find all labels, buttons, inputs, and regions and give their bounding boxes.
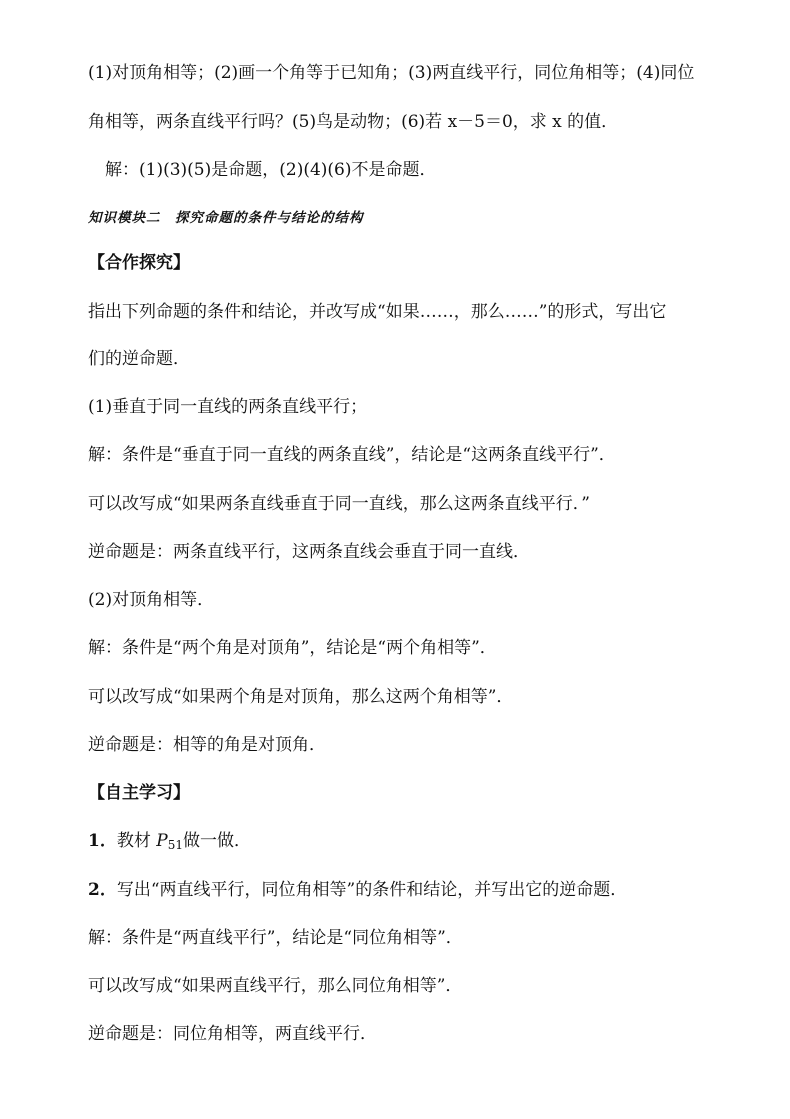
proposition-2: (2)对顶角相等． <box>88 590 215 610</box>
answer-line: 解：(1)(3)(5)是命题，(2)(4)(6)不是命题． <box>105 160 437 180</box>
problem-list-line-1: (1)对顶角相等；(2)画一个角等于已知角；(3)两直线平行，同位角相等；(4)同位 <box>88 63 695 83</box>
proposition-2-rewrite: 可以改写成“如果两个角是对顶角，那么这两个角相等”． <box>88 687 514 707</box>
exercise-1-number: 1． <box>88 831 117 851</box>
proposition-1-solution: 解：条件是“垂直于同一直线的两条直线”，结论是“这两条直线平行”． <box>88 445 616 465</box>
exercise-2-solution: 解：条件是“两直线平行”，结论是“同位角相等”． <box>88 928 463 948</box>
heading-self-study: 【自主学习】 <box>88 783 190 803</box>
exercise-2-text: 写出“两直线平行，同位角相等”的条件和结论，并写出它的逆命题． <box>116 880 628 900</box>
exercise-1-prefix: 教材 <box>116 831 151 851</box>
exercise-2-converse: 逆命题是：同位角相等，两直线平行． <box>88 1024 377 1044</box>
problem-list-line-2: 角相等，两条直线平行吗？(5)鸟是动物；(6)若 x－5＝0，求 x 的值． <box>88 112 619 132</box>
exercise-2-number: 2． <box>88 880 117 900</box>
exercise-2-rewrite: 可以改写成“如果两直线平行，那么同位角相等”． <box>88 976 463 996</box>
heading-cooperative-explore: 【合作探究】 <box>88 253 190 273</box>
proposition-1-rewrite: 可以改写成“如果两条直线垂直于同一直线，那么这两条直线平行．” <box>88 494 590 514</box>
exercise-1 <box>88 829 251 857</box>
section-title: 知识模块二 探究命题的条件与结论的结构 <box>88 210 364 226</box>
proposition-2-converse: 逆命题是：相等的角是对顶角． <box>88 735 326 755</box>
proposition-1-converse: 逆命题是：两条直线平行，这两条直线会垂直于同一直线． <box>88 542 530 562</box>
exercise-2 <box>88 878 627 902</box>
exercise-1-page-sub: 51 <box>167 838 183 852</box>
instruction-line-1: 指出下列命题的条件和结论，并改写成“如果……，那么……”的形式，写出它 <box>88 302 667 322</box>
instruction-line-2: 们的逆命题． <box>88 349 190 369</box>
exercise-1-page-var: P <box>156 831 168 851</box>
proposition-2-solution: 解：条件是“两个角是对顶角”，结论是“两个角相等”． <box>88 638 497 658</box>
exercise-1-suffix: 做一做． <box>182 831 251 851</box>
proposition-1: (1)垂直于同一直线的两条直线平行； <box>88 397 368 417</box>
